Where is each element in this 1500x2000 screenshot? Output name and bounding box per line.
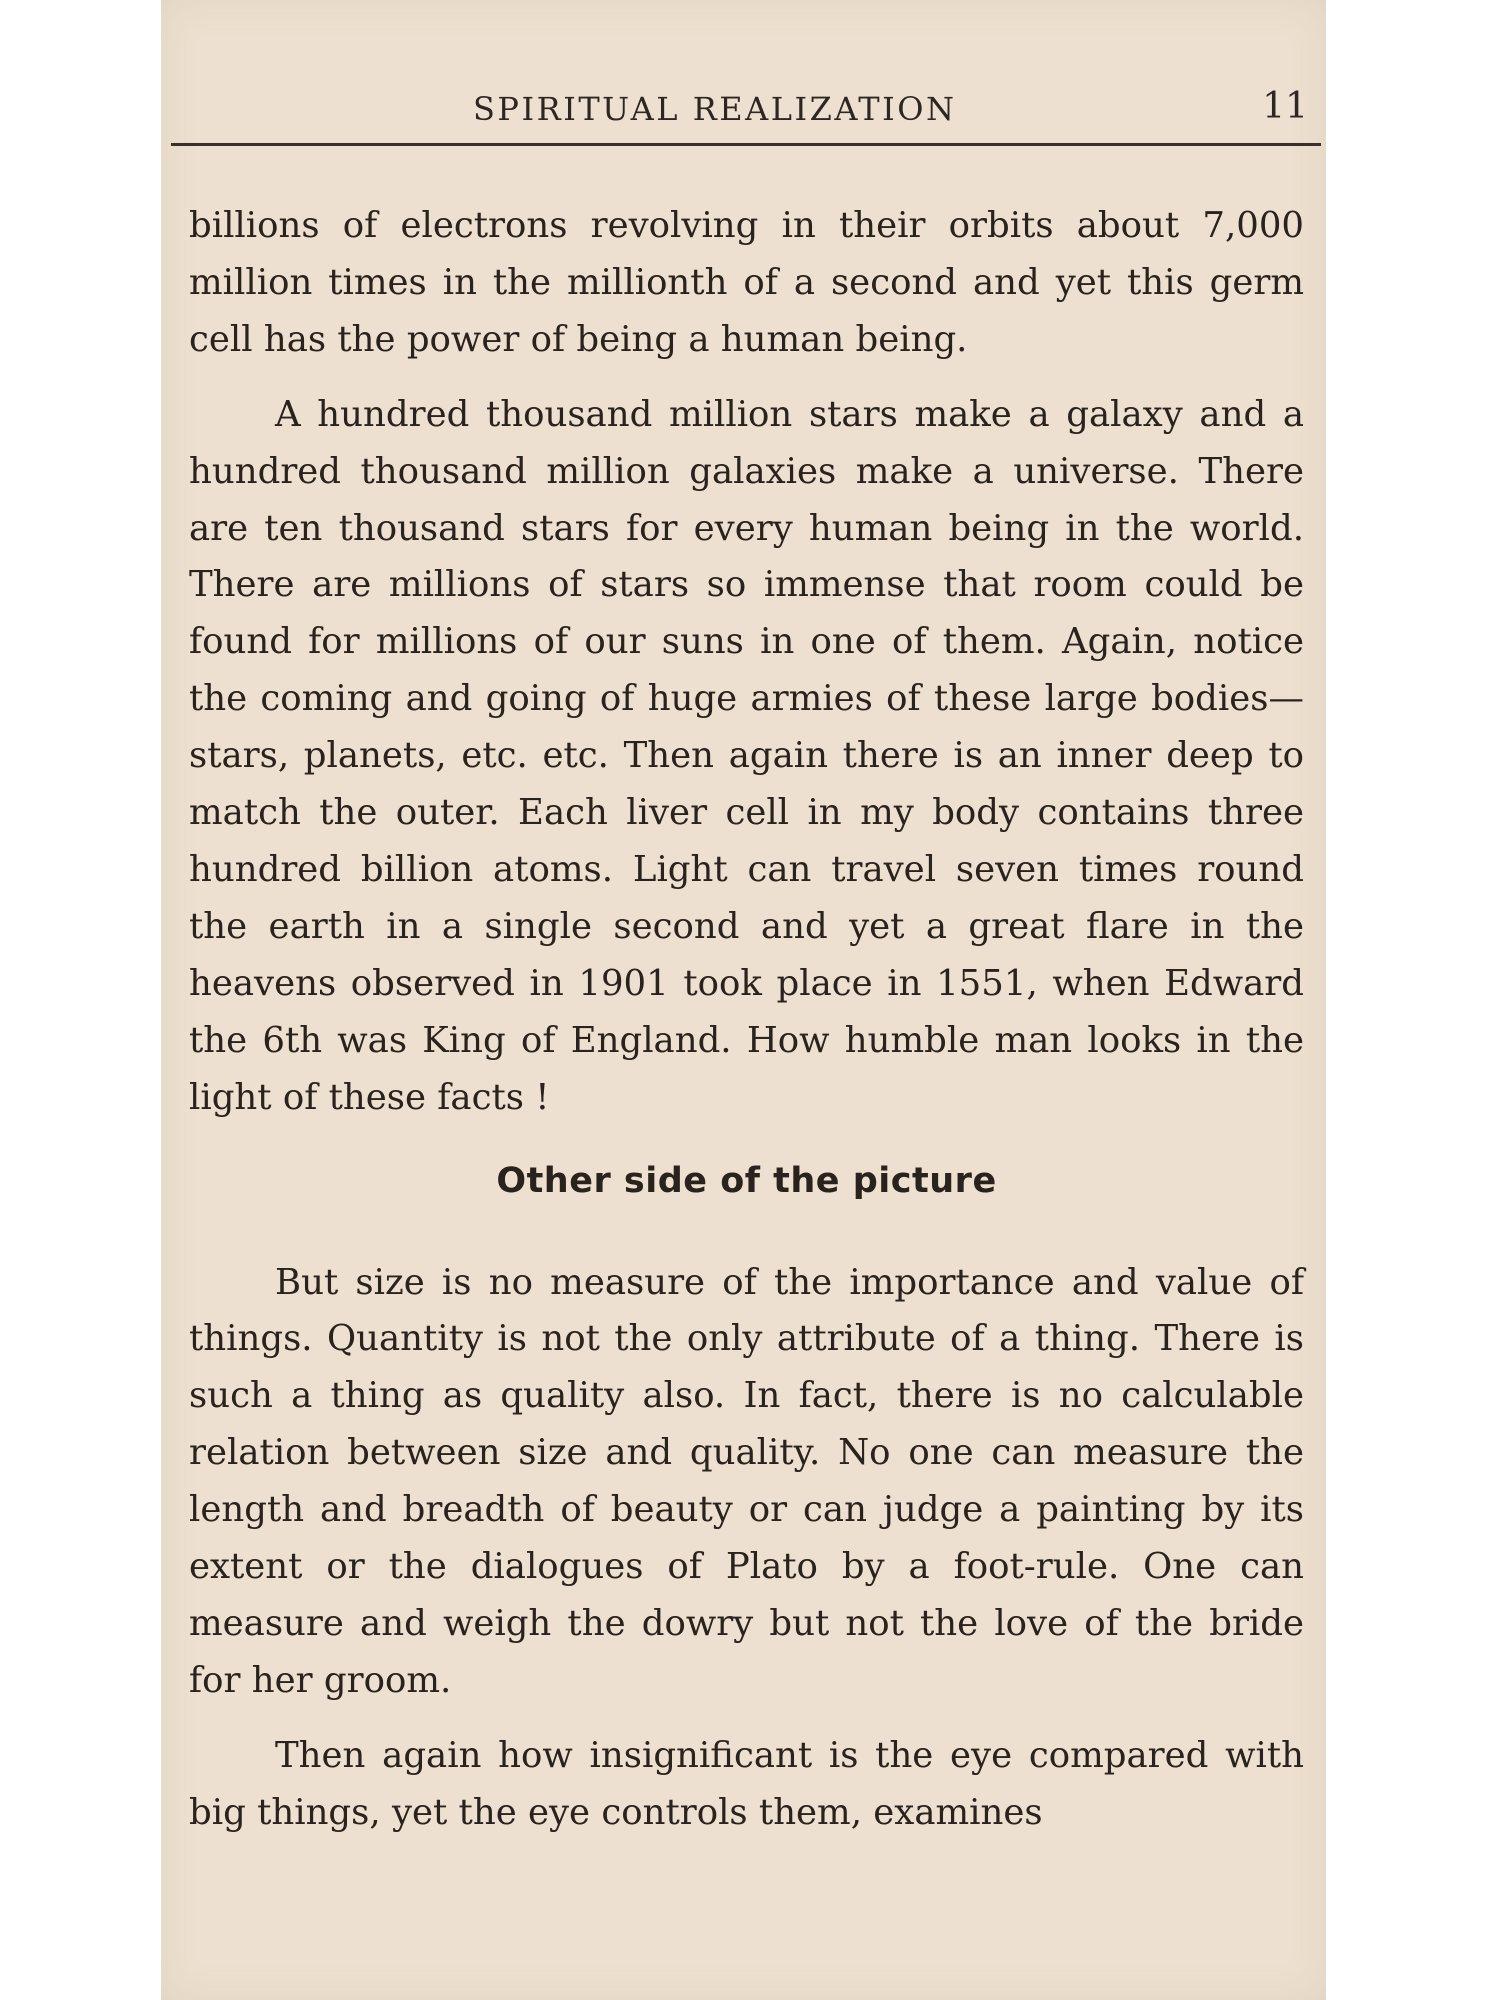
running-header [161, 84, 1326, 144]
paragraph-quality: But size is no measure of the importance and value of things. Quantity is not the only attribute of a thing. There is such a thing as quality also. In fact, there is no calculable relation between size and quality. No one can measure the length and breadth of beauty or can judge a painting by its extent or the dialogues of Plato by a foot-rule. One can measure and weigh the dowry but not the love of the bride for her groom. [189, 1261, 1304, 1701]
heading-gap [189, 1217, 1304, 1255]
running-title: SPIRITUAL REALIZATION [473, 90, 957, 128]
page-number: 11 [1262, 86, 1308, 127]
section-heading: Other side of the picture [496, 1160, 997, 1201]
paragraph-continued: billions of electrons revolving in their orbits about 7,000 million times in the millionth of a second and yet this germ cell has the power of being a human being. [189, 205, 1304, 360]
paragraph-gap [189, 1127, 1304, 1145]
paragraph-gap [189, 1710, 1304, 1728]
paragraph-stars: A hundred thousand million stars make a galaxy and a hundred thousand million galaxies make a universe. There are ten thousand stars for every human being in the world. There are millions of stars so immense that room could be found for millions of our suns in one of them. Again, notice the coming and going of huge armies of these large bodies—stars, planets, etc. etc. Then again there is an inner deep to match the outer. Each liver cell in my body contains three hundred billion atoms. Light can travel seven times round the earth in a single second and yet a great flare in the heavens observed in 1901 took place in 1551, when Edward the 6th was King of England. How humble man looks in the light of these facts ! [189, 393, 1304, 1118]
body-text [189, 198, 1304, 1842]
paragraph-gap [189, 369, 1304, 387]
header-rule [171, 143, 1321, 146]
book-page [161, 0, 1326, 2000]
paragraph-eye: Then again how insignificant is the eye compared with big things, yet the eye controls them, examines [189, 1734, 1304, 1833]
